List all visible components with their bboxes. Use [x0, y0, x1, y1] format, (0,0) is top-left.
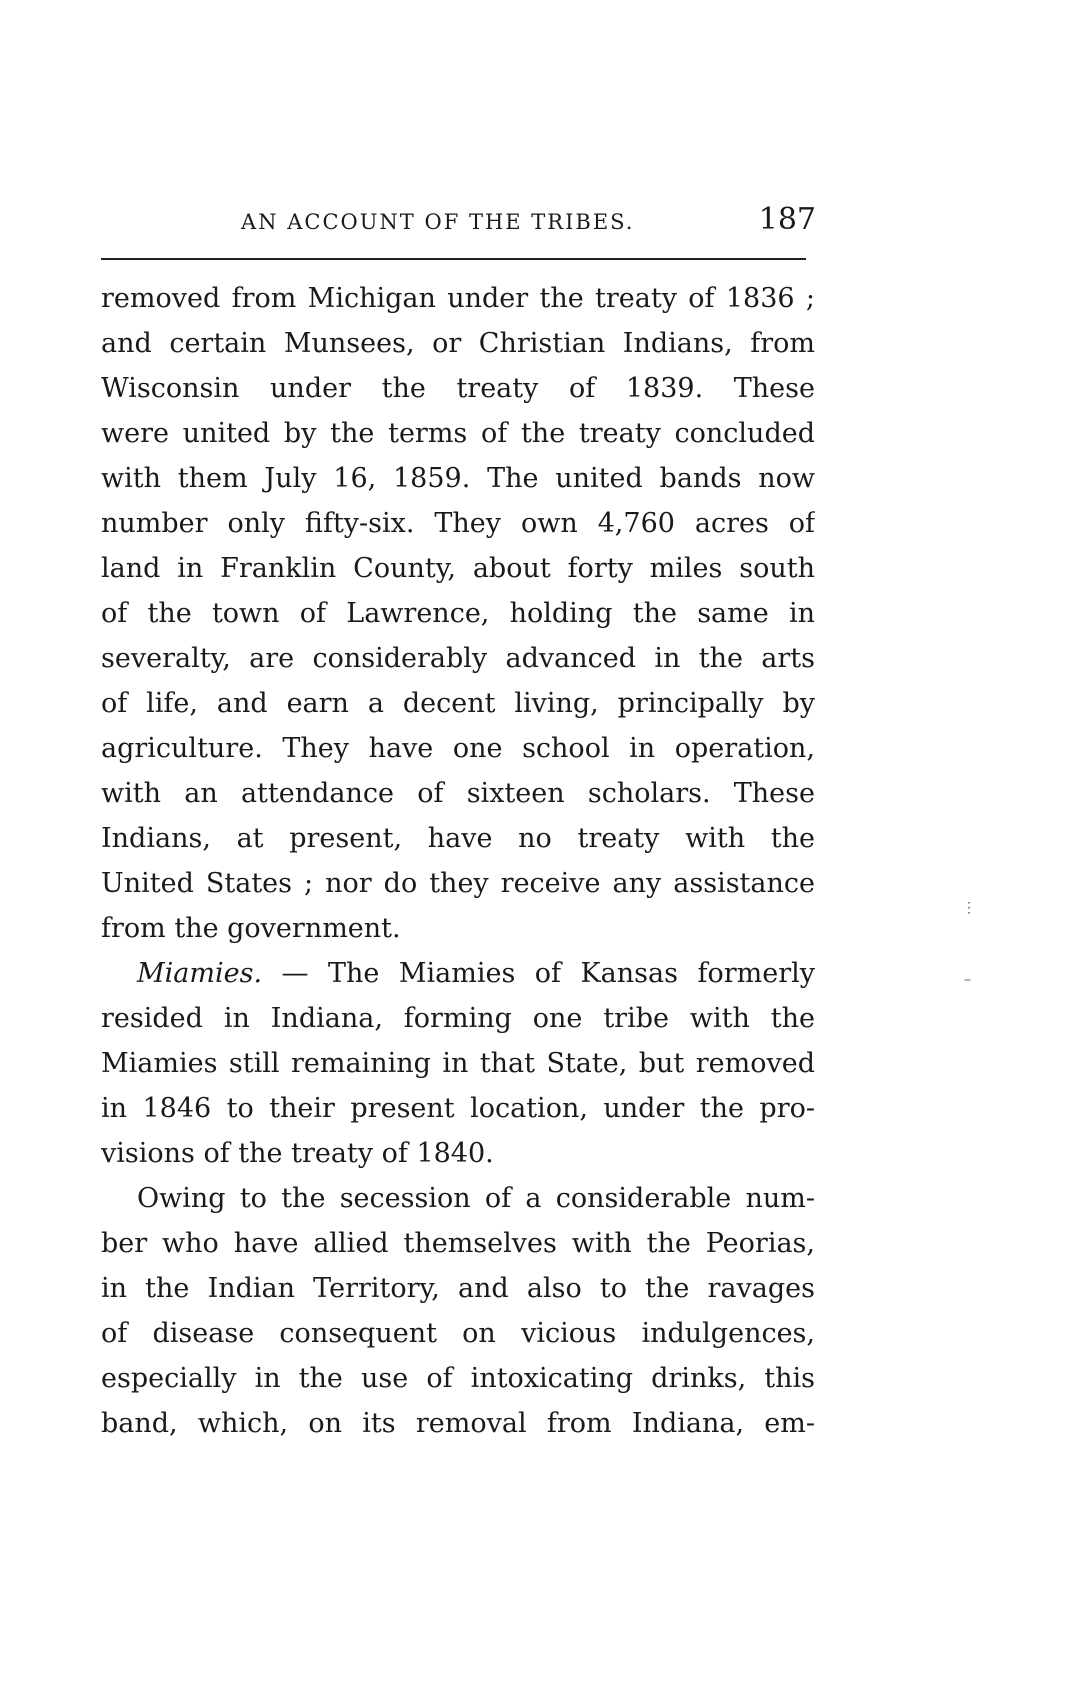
running-head [101, 202, 816, 242]
miamies-first-line-text: — The Miamies of Kansas formerly [262, 958, 815, 989]
text-line: number only fifty-six. They own 4,760 acres of [101, 508, 815, 539]
text-line: severalty, are considerably advanced in the arts [101, 643, 815, 674]
text-line: of the town of Lawrence, holding the same in [101, 598, 815, 629]
header-rule [101, 258, 806, 260]
text-line: Miamies still remaining in that State, but removed [101, 1048, 815, 1079]
margin-speck: ⋮ [962, 900, 976, 916]
text-line: in 1846 to their present location, under the pro- [101, 1093, 815, 1124]
text-line: with them July 16, 1859. The united bands now [101, 463, 815, 494]
text-line: visions of the treaty of 1840. [101, 1138, 494, 1169]
text-line: ber who have allied themselves with the Peorias, [101, 1228, 815, 1259]
text-line: were united by the terms of the treaty concluded [101, 418, 815, 449]
text-line: of disease consequent on vicious indulgences, [101, 1318, 815, 1349]
text-line: from the government. [101, 913, 401, 944]
body-text [101, 276, 815, 1446]
text-line: Owing to the secession of a considerable num- [137, 1183, 815, 1214]
text-line: in the Indian Territory, and also to the ravages [101, 1273, 815, 1304]
text-line: agriculture. They have one school in operation, [101, 733, 815, 764]
text-line: resided in Indiana, forming one tribe with the [101, 1003, 815, 1034]
miamies-first-line [101, 951, 815, 996]
miamies-heading: Miamies. [137, 958, 263, 989]
text-line: United States ; nor do they receive any assistance [101, 868, 815, 899]
text-line: especially in the use of intoxicating drinks, this [101, 1363, 815, 1394]
page-number: 187 [758, 202, 816, 237]
text-line: Wisconsin under the treaty of 1839. These [101, 373, 815, 404]
text-line: and certain Munsees, or Christian Indians, from [101, 328, 815, 359]
text-line: Indians, at present, have no treaty with the [101, 823, 815, 854]
text-line: band, which, on its removal from Indiana, em- [101, 1408, 815, 1439]
text-line: with an attendance of sixteen scholars. These [101, 778, 815, 809]
running-title: AN ACCOUNT OF THE TRIBES. [241, 210, 635, 234]
margin-speck: – [964, 972, 971, 988]
text-line: removed from Michigan under the treaty of 1836 ; [101, 283, 815, 314]
text-line: land in Franklin County, about forty miles south [101, 553, 815, 584]
text-line: of life, and earn a decent living, principally by [101, 688, 815, 719]
